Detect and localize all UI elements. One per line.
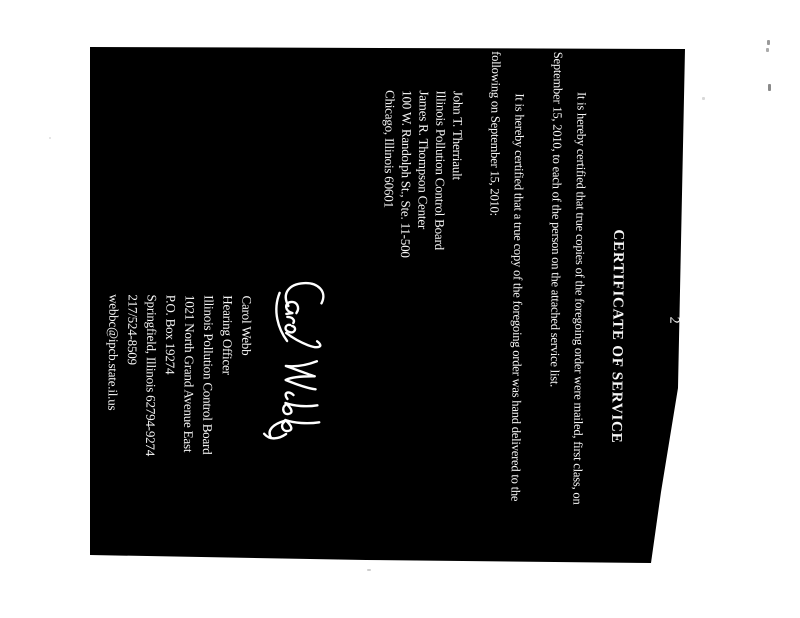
- scan-artifact: [767, 40, 770, 45]
- scan-artifact: [702, 97, 705, 100]
- paragraph1-line2: September 15, 2010, to each of the person on the attached service list.: [547, 51, 565, 388]
- scan-artifact: [768, 84, 771, 91]
- recipient-address-line: James R. Thompson Center: [414, 90, 432, 230]
- signer-line: Carol Webb: [238, 295, 255, 356]
- recipient-address-line: John T. Therriault: [449, 90, 466, 181]
- signer-line-email: webbc@ipcb.state.il.us: [104, 294, 122, 411]
- signer-line: Illinois Pollution Control Board: [199, 295, 217, 455]
- scan-artifact: [367, 569, 371, 571]
- paragraph2-line1: It is hereby certified that a true copy of the foregoing order was hand delivered to the: [507, 93, 527, 502]
- signer-line: 1021 North Grand Avenue East: [180, 294, 198, 453]
- scan-artifact: [49, 137, 51, 139]
- scan-artifact: [766, 48, 769, 52]
- paragraph1-line1: It is hereby certified that true copies of the foregoing order were mailed, first class, on: [569, 91, 589, 505]
- signer-line: Springfield, Illinois 62794-9274: [142, 294, 160, 457]
- document-title: CERTIFICATE OF SERVICE: [607, 229, 626, 444]
- recipient-address-line: Chicago, Illinois 60601: [380, 89, 398, 208]
- paragraph2-line2: following on September 15, 2010:: [486, 51, 503, 216]
- signer-line: Hearing Officer: [219, 295, 236, 375]
- recipient-address-line: 100 W. Randolph St., Ste. 11-500: [397, 90, 415, 258]
- signer-line: P.O. Box 19274: [162, 294, 179, 375]
- recipient-address-line: Illinois Pollution Control Board: [431, 90, 449, 251]
- page-number: 2: [665, 316, 681, 324]
- signer-line: 217/524-8509: [124, 294, 141, 365]
